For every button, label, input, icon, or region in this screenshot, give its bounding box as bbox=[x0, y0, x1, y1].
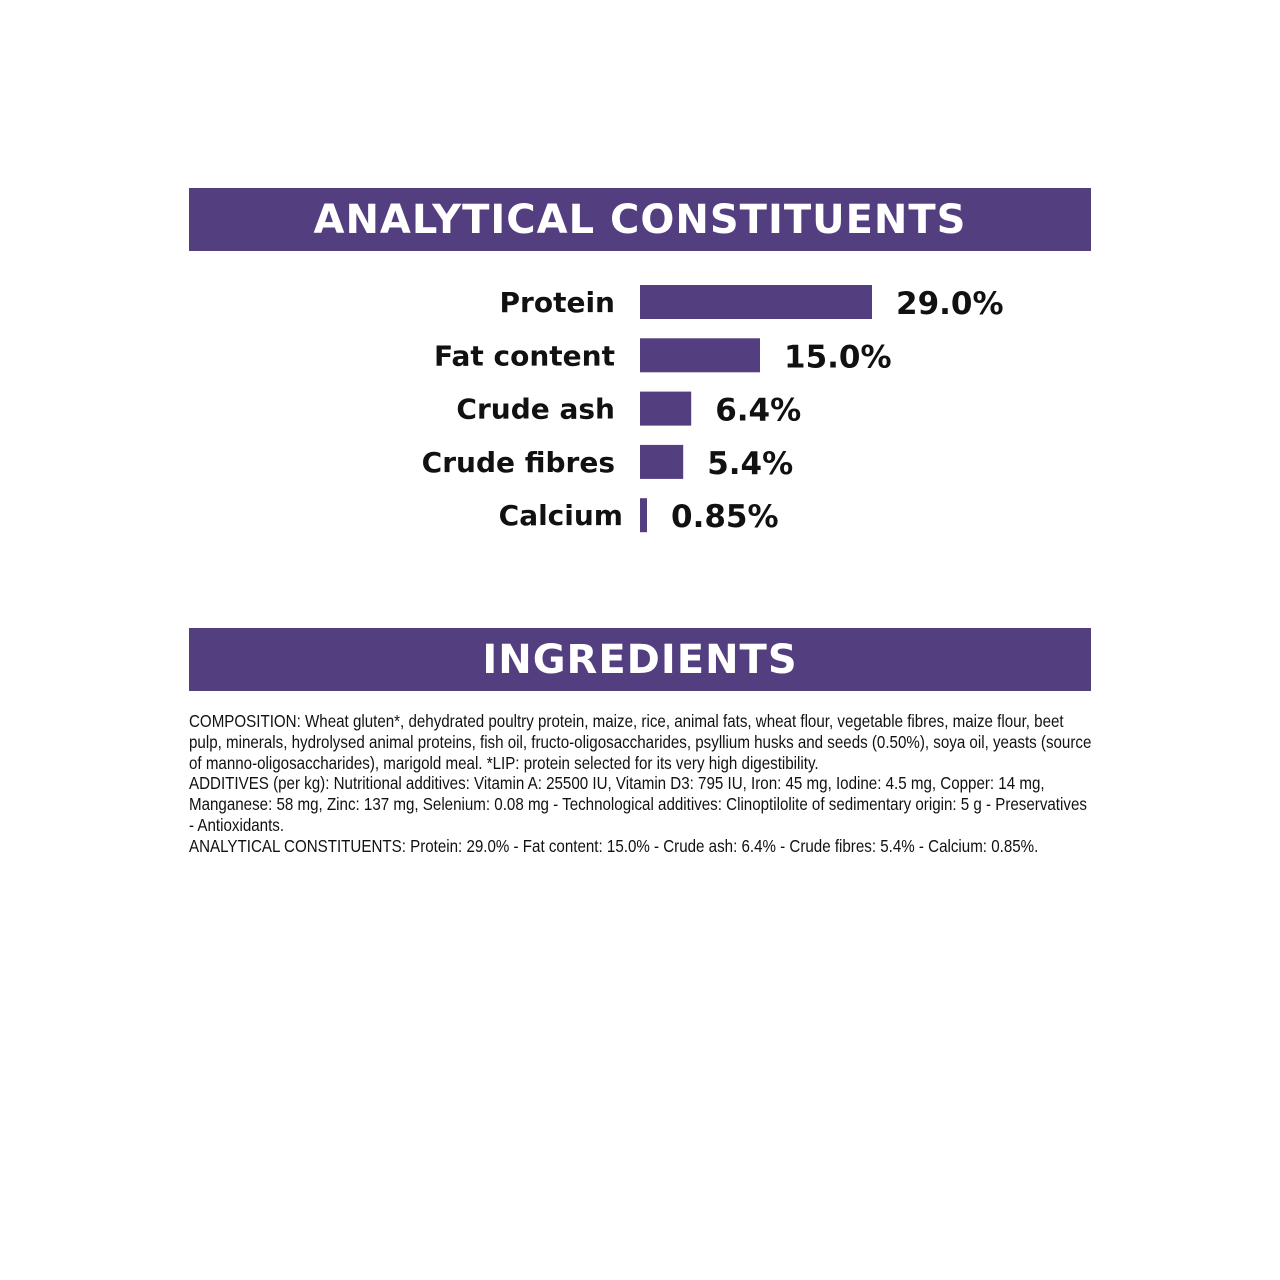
additives-paragraph: ADDITIVES (per kg): Nutritional additives: Vitamin A: 25500 IU, Vitamin D3: 795 IU, Iron: 45 mg, Iodine: 4.5 mg, Copper: 14 mg, Manganese: 58 mg, Zinc: 137 mg, Selenium: 0.08 mg - Technological additives: Clinoptilolite of sedimentary origin: 5 g - Preservatives - Antioxidants. bbox=[189, 773, 1087, 835]
value-label: 6.4% bbox=[715, 392, 802, 429]
bar bbox=[640, 338, 760, 372]
value-label: 29.0% bbox=[896, 286, 1004, 322]
bar bbox=[640, 445, 683, 479]
value-label: 5.4% bbox=[707, 445, 794, 482]
bar bbox=[640, 285, 872, 319]
value-label: 15.0% bbox=[784, 339, 892, 376]
composition-paragraph: COMPOSITION: Wheat gluten*, dehydrated poultry protein, maize, rice, animal fats, wheat flour, vegetable fibres, maize flour, beet pulp, minerals, hydrolysed animal proteins, fish oil, fructo-oligosaccharides, psyllium husks and seeds (0.50%), soya oil, yeasts (source of manno-oligosaccharides), marigold meal. *LIP: protein selected for its very high digestibility. bbox=[189, 711, 1092, 773]
category-label: Calcium bbox=[498, 499, 623, 533]
category-label: Crude ash bbox=[456, 392, 615, 426]
value-label: 0.85% bbox=[671, 499, 779, 536]
ingredients-text-block bbox=[189, 711, 1094, 857]
bar bbox=[640, 498, 647, 532]
analytical-constituents-chart bbox=[0, 270, 1280, 560]
analytical-paragraph: ANALYTICAL CONSTITUENTS: Protein: 29.0% - Fat content: 15.0% - Crude ash: 6.4% - Crude fibres: 5.4% - Calcium: 0.85%. bbox=[189, 835, 1039, 856]
analytical-constituents-header: ANALYTICAL CONSTITUENTS bbox=[189, 188, 1091, 251]
ingredients-header: INGREDIENTS bbox=[189, 628, 1091, 691]
category-label: Crude fibres bbox=[421, 445, 615, 479]
category-label: Fat content bbox=[434, 339, 615, 373]
category-label: Protein bbox=[499, 286, 615, 319]
bar bbox=[640, 392, 691, 426]
